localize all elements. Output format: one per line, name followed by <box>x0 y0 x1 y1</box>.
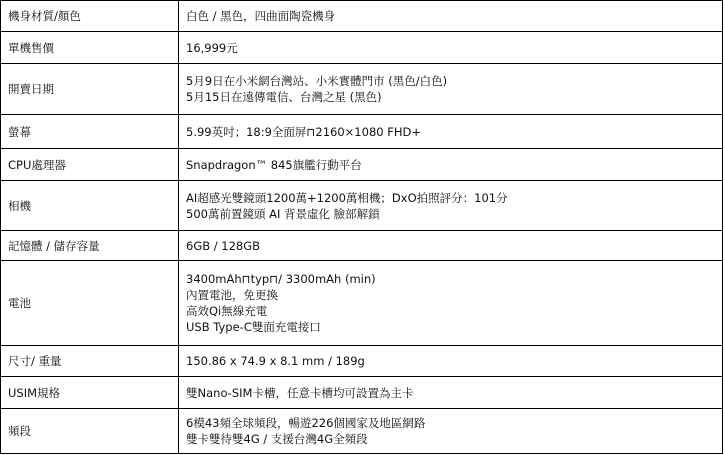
value-line: 6模43頻全球頻段，暢遊226個國家及地區網路 <box>186 416 426 430</box>
row-label: 開賣日期 <box>1 64 179 115</box>
value-line: 500萬前置鏡頭 AI 背景虛化 臉部解鎖 <box>186 206 380 221</box>
table-row <box>1 231 723 261</box>
value-line: 16,999元 <box>186 40 238 55</box>
value-line: 內置電池，免更換 <box>186 288 278 302</box>
value-line: 白色 / 黑色，四曲面陶瓷機身 <box>186 9 336 23</box>
row-value <box>179 346 723 377</box>
row-label: 螢幕 <box>1 115 179 149</box>
value-line: 雙卡雙待雙4G / 支援台灣4G全頻段 <box>186 432 368 446</box>
row-value <box>179 1 723 32</box>
value-line: 5.99英吋；18:9全面屏⊓2160×1080 FHD+ <box>186 124 421 139</box>
value-line: 150.86 x 74.9 x 8.1 mm / 189g <box>186 354 365 368</box>
table-row <box>1 32 723 64</box>
value-line: Snapdragon™ 845旗艦行動平台 <box>186 157 362 172</box>
row-label: 記憶體 / 儲存容量 <box>1 231 179 261</box>
row-label: 尺寸/ 重量 <box>1 346 179 377</box>
table-row <box>1 64 723 115</box>
table-row <box>1 261 723 346</box>
table-row <box>1 346 723 377</box>
row-value <box>179 261 723 346</box>
row-value <box>179 64 723 115</box>
row-label: 頻段 <box>1 409 179 454</box>
row-value <box>179 115 723 149</box>
row-label: 機身材質/顏色 <box>1 1 179 32</box>
table-row <box>1 377 723 409</box>
table-row <box>1 409 723 454</box>
row-value <box>179 409 723 454</box>
value-line: 高效Qi無線充電 <box>186 304 268 318</box>
row-label: 相機 <box>1 181 179 231</box>
row-value <box>179 377 723 409</box>
table-row <box>1 1 723 32</box>
value-line: 雙Nano-SIM卡槽，任意卡槽均可設置為主卡 <box>186 385 414 400</box>
value-line: AI超感光雙鏡頭1200萬+1200萬相機；DxO拍照評分：101分 <box>186 190 508 205</box>
row-value <box>179 231 723 261</box>
row-label: USIM規格 <box>1 377 179 409</box>
table-row <box>1 149 723 181</box>
value-line: 5月15日在遠傳電信、台灣之星 (黑色) <box>186 90 382 104</box>
row-value <box>179 181 723 231</box>
table-row <box>1 115 723 149</box>
value-line: 3400mAh⊓typ⊓/ 3300mAh (min) <box>186 272 376 286</box>
row-value <box>179 149 723 181</box>
row-label: 電池 <box>1 261 179 346</box>
value-line: USB Type-C雙面充電接口 <box>186 320 321 334</box>
row-label: CPU處理器 <box>1 149 179 181</box>
table-row <box>1 181 723 231</box>
row-label: 單機售價 <box>1 32 179 64</box>
value-line: 6GB / 128GB <box>186 238 261 253</box>
row-value <box>179 32 723 64</box>
value-line: 5月9日在小米網台灣站、小米實體門市 (黑色/白色) <box>186 74 448 88</box>
